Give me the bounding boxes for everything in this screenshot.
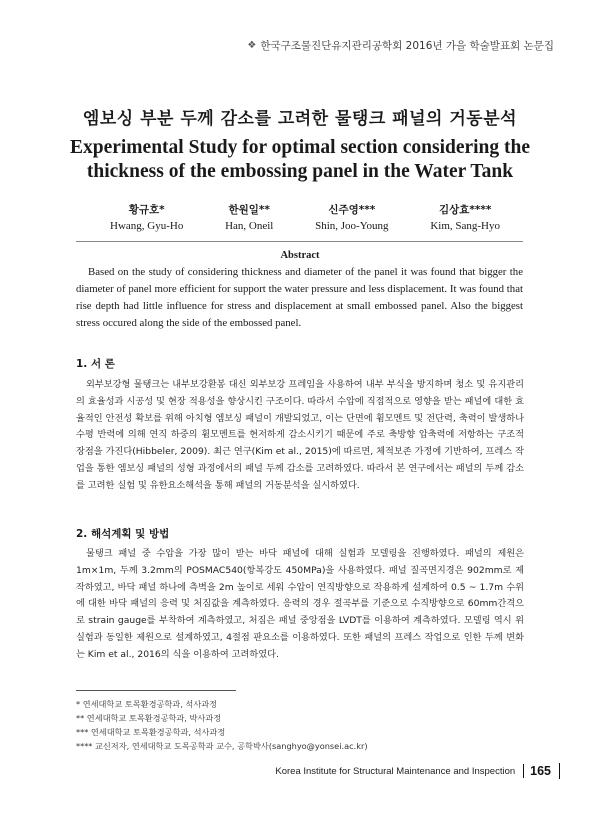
divider xyxy=(76,241,523,242)
author-name-korean: 황규호* xyxy=(128,204,165,216)
author-3 xyxy=(315,202,388,234)
author-name-english: Hwang, Gyu-Ho xyxy=(110,220,184,232)
footnote: ** 연세대학교 토목환경공학과, 박사과정 xyxy=(76,713,222,723)
section-text-method: 물탱크 패널 중 수압을 가장 많이 받는 바닥 패널에 대해 실험과 모델링을 진행하였다. 패널의 제원은 1m×1m, 두께 3.2mm의 POSMAC540(항복강도 450MPa)을 사용하였다. 패널 질곡면지경은 902mm로 제작하였고, 바닥 패널 하나에 측벽을 2m 높이로 세워 수압이 연직방향으로 작용하게 설계하여 0.5 ~ 1.7m 수위에 대한 바닥 패널의 응력 및 처짐값을 계측하였다. 응력의 경우 절곡부를 기준으로 수직방향으로 60mm간격으로 strain gauge를 부착하여 계측하였고, 처짐은 패널 중앙점을 LVDT를 이용하여 계측하였다. 모델링 역시 위 실험과 동일한 제원으로 설계하였고, 4절점 판요소를 이용하였다. 또한 패널의 프레스 작업으로 인한 두께 변화는 Kim et al., 2016의 식을 이용하여 고려하였다. xyxy=(76,548,524,660)
diamond-icon: ❖ xyxy=(247,40,257,51)
section-text-introduction: 외부보강형 물탱크는 내부보강환봉 대신 외부보강 프레임을 사용하여 내부 부식을 방지하며 청소 및 유지관리의 효율성과 시공성 및 현장 적용성을 향상시킨 구조이다. 따라서 수압에 직접적으로 영향을 받는 패널에 대한 효율적인 안전성 확보를 위해 아치형 엠보싱 패널이 개발되었고, 이는 단면에 휨모멘트 및 전단력, 축력이 발생하나 수평 반력에 의해 연직 하중의 휨모멘트를 현저하게 감소시키기 때문에 주로 축방향 압축력에 저항하는 구조적 장점을 가진다(Hibbeler, 2009). 최근 연구(Kim et al., 2015)에 따르면, 체적보존 가정에 기반하여, 프레스 작업을 통한 엠보싱 패널의 성형 과정에서의 패널 두께 감소를 고려하였다. 따라서 본 연구에서는 패널의 두께 감소를 고려한 실험 및 유한요소해석을 통해 패널의 거동분석을 실시하였다. xyxy=(76,379,524,491)
author-name-korean: 한원일** xyxy=(228,204,270,216)
author-list xyxy=(110,202,500,234)
journal-name: 한국구조물진단유지관리공학회 2016년 가을 학술발표회 논문집 xyxy=(260,40,554,52)
author-1 xyxy=(110,202,183,234)
institute-name: Korea Institute for Structural Maintenance and Inspection xyxy=(275,765,516,777)
author-name-english: Han, Oneil xyxy=(225,220,274,232)
title-english xyxy=(0,136,600,184)
footnotes xyxy=(76,697,368,753)
page-footer xyxy=(275,763,560,779)
page-number: 165 xyxy=(523,764,551,778)
section-heading-introduction: 1. 서 론 xyxy=(76,358,115,370)
footnote: **** 교신저자, 연세대학교 도목공학과 교수, 공학박사(sanghyo@yonsei.ac.kr) xyxy=(76,741,368,751)
footer-bar xyxy=(559,763,560,779)
footnote: * 연세대학교 토목환경공학과, 석사과정 xyxy=(76,699,218,709)
author-2 xyxy=(225,202,273,234)
footnote: *** 연세대학교 토목환경공학과, 석사과정 xyxy=(76,727,226,737)
author-4 xyxy=(430,202,500,234)
author-name-english: Shin, Joo-Young xyxy=(315,220,389,232)
author-name-korean: 김상효**** xyxy=(438,204,492,216)
journal-header xyxy=(247,38,554,53)
title-korean: 엠보싱 부분 두께 감소를 고려한 물탱크 패널의 거동분석 xyxy=(82,109,518,129)
abstract-heading: Abstract xyxy=(280,250,320,261)
section-heading-method: 2. 해석계획 및 방법 xyxy=(76,528,170,540)
author-name-english: Kim, Sang-Hyo xyxy=(430,220,500,232)
footnote-divider xyxy=(76,690,236,691)
author-name-korean: 신주영*** xyxy=(328,204,376,216)
abstract-text: Based on the study of considering thickness and diameter of the panel it was found that bigger the diameter of panel more efficient for support the water pressure and less displacement. It was found that rise depth had little influence for stress and displacement at small embossed panel. Also the biggest stress occured along the side of the embossed panel. xyxy=(76,266,523,329)
title-english-line1: Experimental Study for optimal section considering the xyxy=(69,137,531,158)
title-english-line2: thickness of the embossing panel in the Water Tank xyxy=(86,161,514,182)
